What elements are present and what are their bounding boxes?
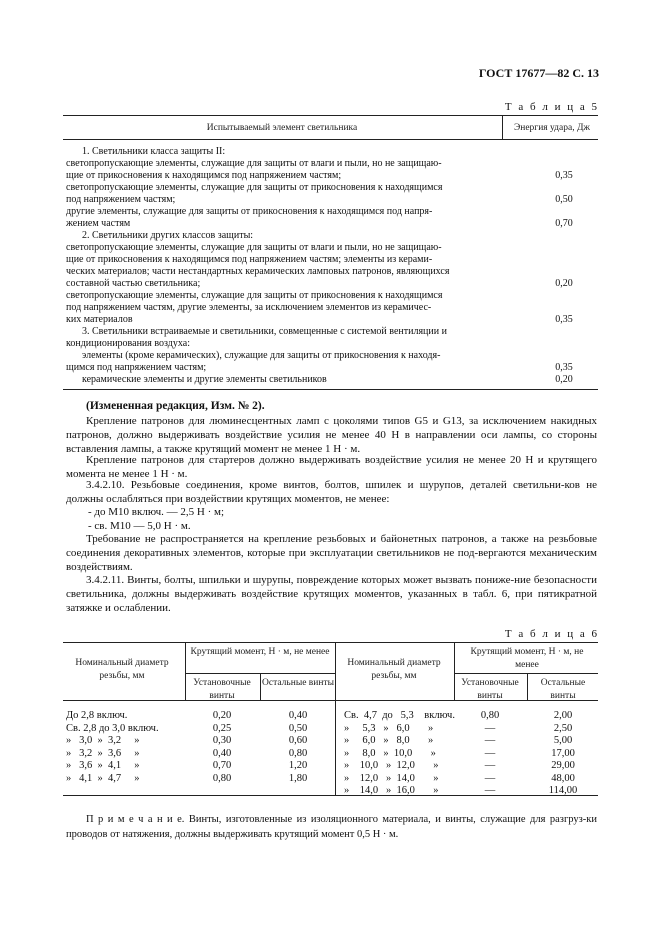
table5-header-rule bbox=[63, 139, 598, 140]
table6-cell-other-screws: 114,00 bbox=[548, 785, 578, 796]
table6-cell-diameter: Св. 2,8 до 3,0 включ. bbox=[66, 722, 159, 734]
table6-cell-set-screws: 0,30 bbox=[212, 735, 232, 746]
table6-cell-set-screws: — bbox=[484, 747, 496, 759]
table6-cell-other-screws: 0,80 bbox=[288, 747, 308, 759]
table6-caption: Т а б л и ц а 6 bbox=[504, 628, 599, 640]
table5-row bbox=[66, 374, 597, 386]
table6-cell-diameter: » 8,0 » 10,0 » bbox=[344, 747, 436, 759]
paragraph-2: Крепление патронов для стартеров должно выдерживать воздействие усилия не менее 20 Н и крутящего момента не менее 1 Н · м. bbox=[66, 454, 597, 480]
table6-cell-diameter: Св. 4,7 до 5,3 включ. bbox=[344, 710, 455, 721]
table5-row-text: щие от прикосновения к находящимся под напряжением частям; элементы из керами- bbox=[66, 254, 433, 265]
table5-row-text: щие от прикосновения к находящимся под напряжением частям; bbox=[66, 170, 342, 181]
table6-divider bbox=[454, 642, 455, 700]
table6-cell-diameter: » 3,6 » 4,1 » bbox=[66, 760, 140, 771]
table6-cell-set-screws: — bbox=[484, 722, 496, 734]
table5-row-value: 0,70 bbox=[555, 218, 573, 229]
table5-row-text: 3. Светильники встраиваемые и светильники, совмещенные с системой вентиляции и bbox=[82, 326, 447, 337]
table6-cell-diameter: » 10,0 » 12,0 » bbox=[344, 760, 439, 771]
table5-row bbox=[66, 302, 597, 314]
table5-bottom-rule bbox=[63, 389, 598, 390]
table5-row bbox=[66, 266, 597, 278]
table6-cell-diameter: » 3,0 » 3,2 » bbox=[66, 735, 140, 746]
table6-divider bbox=[260, 673, 261, 700]
table5-row bbox=[66, 254, 597, 266]
table6-bottom-rule bbox=[63, 795, 598, 796]
table6-cell-set-screws: — bbox=[484, 785, 496, 796]
table6-col-diam-left: Номинальный диаметр резьбы, мм bbox=[75, 658, 169, 681]
table5-top-rule bbox=[63, 115, 598, 116]
table6-cell-set-screws: 0,80 bbox=[212, 772, 232, 784]
table5-row bbox=[66, 206, 597, 218]
table5-row-text: светопропускающие элементы, служащие для защиты от влаги и пыли, но не защищаю- bbox=[66, 158, 442, 169]
table6-cell-diameter: » 5,3 » 6,0 » bbox=[344, 722, 434, 734]
table5-row-value: 0,35 bbox=[555, 314, 573, 325]
paragraph-5: 3.4.2.11. Винты, болты, шпильки и шурупы, повреждение которых может вызвать пониже-ние безопасности светильника, должны выдерживать воздействие крутящих моментов, указанных в табл. 6, при пятикратной затяжке и ослаблении. bbox=[66, 574, 597, 614]
table6-cell-set-screws: — bbox=[484, 760, 496, 771]
table6-cell-set-screws: 0,25 bbox=[212, 722, 232, 734]
table6-cell-set-screws: 0,80 bbox=[480, 710, 500, 721]
table6-col-other-left: Остальные винты bbox=[262, 678, 334, 688]
table5-row bbox=[66, 194, 597, 206]
table6-cell-other-screws: 2,00 bbox=[553, 710, 573, 721]
table6-cell-other-screws: 48,00 bbox=[551, 772, 575, 784]
table6-subhead-rule bbox=[454, 673, 598, 674]
table5-row-text: светопропускающие элементы, служащие для защиты от прикосновения к находящимся bbox=[66, 290, 443, 301]
table6-col-set-right: Установочные винты bbox=[461, 678, 519, 701]
table6-cell-other-screws: 0,40 bbox=[288, 710, 308, 721]
table6-divider bbox=[527, 673, 528, 700]
table5-body bbox=[66, 146, 597, 386]
table5-row bbox=[66, 326, 597, 338]
table5-row-text: светопропускающие элементы, служащие для защиты от влаги и пыли, но не защищаю- bbox=[66, 242, 442, 253]
table5-row-value: 0,50 bbox=[555, 194, 573, 205]
table5-row bbox=[66, 362, 597, 374]
note: П р и м е ч а н и е. Винты, изготовленные из изоляционного материала, и винты, служащие для разгруз-ки проводов от натяжения, должны выдерживать крутящий момент 0,5 Н · м. bbox=[66, 814, 597, 840]
list-item-1: - до М10 включ. — 2,5 Н · м; bbox=[88, 506, 225, 518]
table5-row bbox=[66, 230, 597, 242]
table5-caption: Т а б л и ц а 5 bbox=[504, 101, 599, 113]
table5-row-text: ких материалов bbox=[66, 314, 133, 325]
table6-col-torque-left: Крутящий момент, Н · м, не менее bbox=[190, 647, 330, 657]
table5-row bbox=[66, 182, 597, 194]
table5-row-value: 0,20 bbox=[555, 278, 573, 289]
table5-row bbox=[66, 338, 597, 350]
table5-row-text: кондиционирования воздуха: bbox=[66, 338, 190, 349]
table5-row bbox=[66, 146, 597, 158]
edition-note: (Измененная редакция, Изм. № 2). bbox=[86, 400, 265, 412]
page-header: ГОСТ 17677—82 С. 13 bbox=[478, 66, 599, 80]
table5-col-divider bbox=[502, 115, 503, 139]
table5-row-text: другие элементы, служащие для защиты от прикосновения к находящимся под напря- bbox=[66, 206, 433, 217]
table6-cell-other-screws: 0,50 bbox=[288, 722, 308, 734]
table6-cell-other-screws: 17,00 bbox=[551, 747, 575, 759]
table6-cell-other-screws: 2,50 bbox=[553, 722, 573, 734]
table6-cell-set-screws: — bbox=[484, 735, 496, 746]
table5-row-text: составной частью светильника; bbox=[66, 278, 201, 289]
table6-divider bbox=[335, 642, 336, 700]
table5-row-text: жением частям bbox=[66, 218, 131, 229]
table6-col-set-left: Установочные винты bbox=[193, 678, 251, 701]
table6-cell-set-screws: — bbox=[484, 772, 496, 784]
table6-cell-other-screws: 5,00 bbox=[553, 735, 573, 746]
table6-cell-set-screws: 0,40 bbox=[212, 747, 232, 759]
table6-cell-set-screws: 0,20 bbox=[212, 710, 232, 721]
table5-col-element: Испытываемый элемент светильника bbox=[206, 123, 358, 133]
table5-row-value: 0,20 bbox=[555, 374, 573, 385]
table5-row bbox=[66, 290, 597, 302]
table5-row bbox=[66, 242, 597, 254]
table5-row-text: элементы (кроме керамических), служащие для защиты от прикосновения к находя- bbox=[82, 350, 441, 361]
table5-row-text: ческих материалов; части нестандартных керамических ламповых патронов, являющихся bbox=[66, 266, 450, 277]
table5-row-text: керамические элементы и другие элементы светильников bbox=[82, 374, 327, 385]
table6-divider bbox=[335, 700, 336, 795]
table5-row bbox=[66, 350, 597, 362]
table6-divider bbox=[185, 642, 186, 700]
table5-col-energy: Энергия удара, Дж bbox=[513, 123, 590, 133]
table5-row-value: 0,35 bbox=[555, 362, 573, 373]
table5-row bbox=[66, 170, 597, 182]
table6-cell-other-screws: 1,20 bbox=[288, 760, 308, 771]
table6-cell-diameter: » 6,0 » 8,0 » bbox=[344, 735, 434, 746]
table6-cell-diameter: » 4,1 » 4,7 » bbox=[66, 772, 140, 784]
table5-row-text: 2. Светильники других классов защиты: bbox=[82, 230, 254, 241]
table5-row-value: 0,35 bbox=[555, 170, 573, 181]
table5-row-text: щимся под напряжением частям; bbox=[66, 362, 207, 373]
table6-cell-diameter: » 3,2 » 3,6 » bbox=[66, 747, 140, 759]
table6-header-rule bbox=[63, 700, 598, 701]
paragraph-1: Крепление патронов для люминесцентных ламп с цоколями типов G5 и G13, за исключением накидных патронов, должно выдерживать воздействие усилия не менее 40 Н в направлении оси лампы, со стороны вставления лампы, а также крутящий момент не менее 1 Н · м. bbox=[66, 415, 597, 455]
table6-cell-diameter: » 12,0 » 14,0 » bbox=[344, 772, 439, 784]
table5-row-text: под напряжением частям; bbox=[66, 194, 176, 205]
table6-cell-set-screws: 0,70 bbox=[212, 760, 232, 771]
table5-row-text: под напряжением частям, другие элементы, за исключением элементов из керамичес- bbox=[66, 302, 432, 313]
table5-row bbox=[66, 218, 597, 230]
table6-cell-other-screws: 29,00 bbox=[551, 760, 575, 771]
paragraph-3: 3.4.2.10. Резьбовые соединения, кроме винтов, болтов, шпилек и шурупов, деталей светильни-ков не должны ослабляться при воздействии крутящих моментов, не менее: bbox=[66, 479, 597, 505]
table6-col-other-right: Остальные винты bbox=[540, 678, 586, 701]
table6-col-torque-right: Крутящий момент, Н · м, не менее bbox=[470, 647, 584, 670]
table5-row bbox=[66, 278, 597, 290]
table6-cell-other-screws: 1,80 bbox=[288, 772, 308, 784]
table5-row-text: 1. Светильники класса защиты II: bbox=[82, 146, 226, 157]
table5-row bbox=[66, 314, 597, 326]
table6-cell-diameter: » 14,0 » 16,0 » bbox=[344, 785, 439, 796]
table5-row-text: светопропускающие элементы, служащие для защиты от прикосновения к находящимся bbox=[66, 182, 443, 193]
paragraph-4: Требование не распространяется на крепление резьбовых и байонетных патронов, а также на резьбовые соединения декоративных элементов, которые при эксплуатации светильников не под-вергаются механическим воздействиям. bbox=[66, 533, 597, 573]
table6-cell-diameter: До 2,8 включ. bbox=[66, 710, 128, 721]
table6-cell-other-screws: 0,60 bbox=[288, 735, 308, 746]
list-item-2: - св. М10 — 5,0 Н · м. bbox=[88, 520, 191, 532]
table6-top-rule bbox=[63, 642, 598, 643]
table5-row bbox=[66, 158, 597, 170]
table6-col-diam-right: Номинальный диаметр резьбы, мм bbox=[347, 658, 441, 681]
